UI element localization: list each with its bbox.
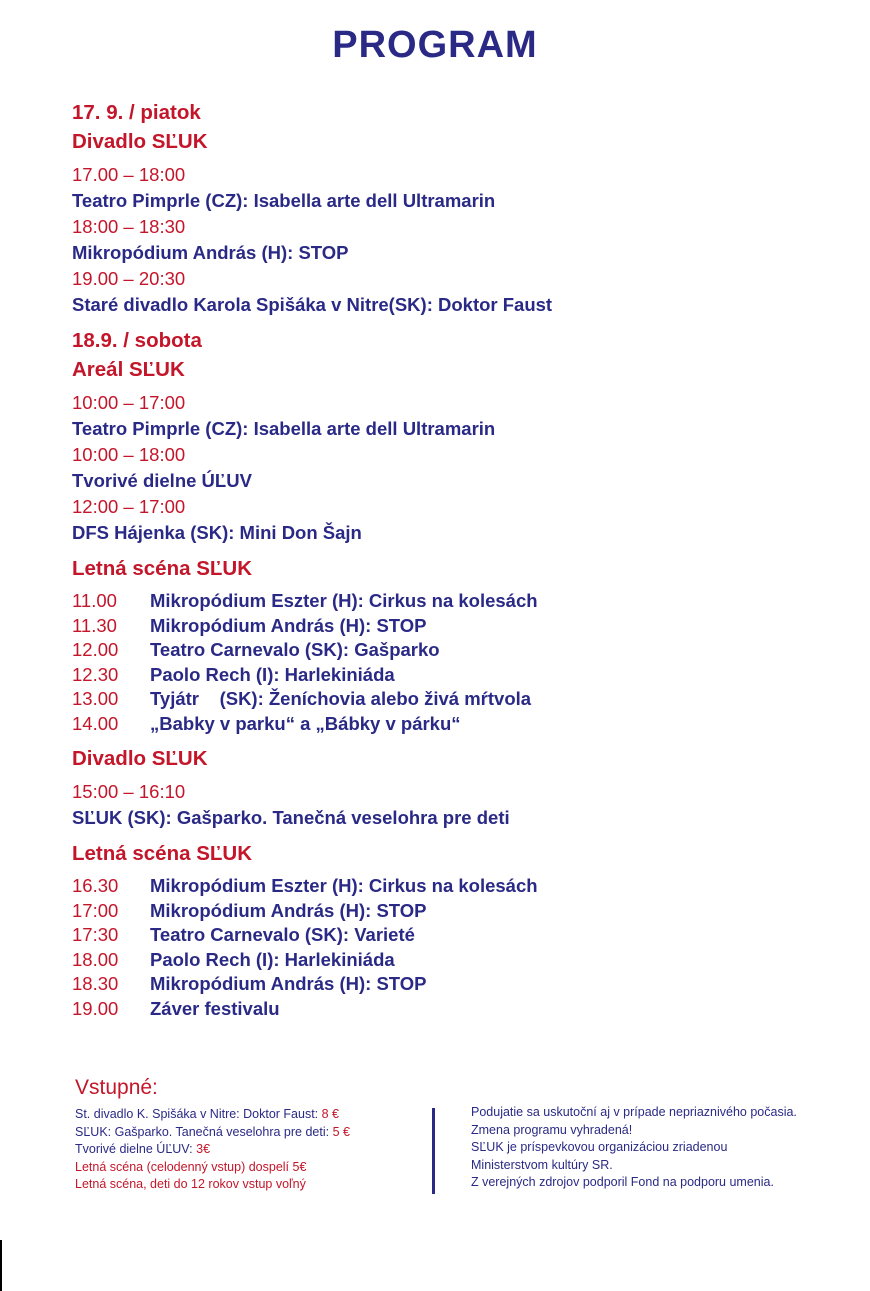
event-name: SĽUK (SK): Gašparko. Tanečná veselohra pre deti bbox=[72, 807, 510, 828]
event-name: Tvorivé dielne ÚĽUV bbox=[72, 470, 252, 491]
schedule-row bbox=[72, 712, 832, 737]
schedule-row bbox=[72, 972, 832, 997]
event-time: 10:00 – 17:00 bbox=[72, 392, 186, 413]
event-time: 18:00 – 18:30 bbox=[72, 216, 186, 237]
event-name: Teatro Pimprle (CZ): Isabella arte dell Ultramarin bbox=[72, 190, 496, 211]
event-name: Staré divadlo Karola Spišáka v Nitre(SK): Doktor Faust bbox=[72, 294, 553, 315]
price-label: Tvorivé dielne ÚĽUV: bbox=[75, 1142, 197, 1156]
day1-date: 17. 9. / piatok bbox=[72, 101, 201, 124]
admission-note: Letná scéna, deti do 12 rokov vstup voľný bbox=[75, 1177, 306, 1191]
price-value: 8 € bbox=[321, 1107, 340, 1121]
row-name: Teatro Carnevalo (SK): Gašparko bbox=[150, 639, 440, 660]
schedule-row bbox=[72, 997, 832, 1022]
price-value: 3€ bbox=[196, 1142, 211, 1156]
row-name: Záver festivalu bbox=[150, 997, 280, 1019]
schedule-row bbox=[72, 687, 832, 712]
row-name: Mikropódium András (H): STOP bbox=[150, 973, 427, 994]
day2-date: 18.9. / sobota bbox=[72, 329, 202, 352]
info-section bbox=[471, 1104, 861, 1192]
info-line: Z verejných zdrojov podporil Fond na podporu umenia. bbox=[471, 1175, 774, 1189]
row-time: 12.30 bbox=[72, 663, 119, 685]
row-name: Tyjátr (SK): Ženíchovia alebo živá mŕtvola bbox=[150, 688, 532, 709]
row-name: Teatro Carnevalo (SK): Varieté bbox=[150, 924, 415, 945]
divadlo-venue: Divadlo SĽUK bbox=[72, 747, 208, 770]
price-label: SĽUK: Gašparko. Tanečná veselohra pre deti: bbox=[75, 1124, 333, 1139]
price-line bbox=[75, 1106, 435, 1124]
day2-venue: Areál SĽUK bbox=[72, 358, 185, 381]
row-name: Mikropódium András (H): STOP bbox=[150, 899, 427, 921]
schedule bbox=[72, 98, 832, 1021]
schedule-row bbox=[72, 589, 832, 614]
schedule-row bbox=[72, 948, 832, 973]
row-time: 16.30 bbox=[72, 875, 119, 896]
admission-note: Letná scéna (celodenný vstup) dospelí 5€ bbox=[75, 1159, 307, 1174]
page-title: PROGRAM bbox=[332, 24, 538, 66]
row-time: 18.00 bbox=[72, 948, 119, 970]
event-time: 19.00 – 20:30 bbox=[72, 268, 186, 289]
row-time: 18.30 bbox=[72, 973, 119, 994]
page-edge-line bbox=[0, 1240, 2, 1291]
schedule-row bbox=[72, 874, 832, 899]
schedule-row bbox=[72, 614, 832, 639]
schedule-row bbox=[72, 638, 832, 663]
row-name: Mikropódium Eszter (H): Cirkus na kolesách bbox=[150, 875, 538, 896]
row-time: 14.00 bbox=[72, 712, 119, 734]
row-name: „Babky v parku“ a „Bábky v párku“ bbox=[150, 712, 461, 734]
event-time: 15:00 – 16:10 bbox=[72, 781, 186, 802]
row-time: 19.00 bbox=[72, 997, 119, 1019]
row-time: 17:30 bbox=[72, 924, 119, 945]
price-line bbox=[75, 1141, 435, 1159]
info-line: Zmena programu vyhradená! bbox=[471, 1122, 633, 1137]
price-value: 5 € bbox=[332, 1124, 350, 1139]
price-label: St. divadlo K. Spišáka v Nitre: Doktor Faust: bbox=[75, 1107, 322, 1121]
letna1-venue: Letná scéna SĽUK bbox=[72, 557, 252, 580]
event-name: Teatro Pimprle (CZ): Isabella arte dell Ultramarin bbox=[72, 418, 496, 439]
letna2-venue: Letná scéna SĽUK bbox=[72, 842, 252, 865]
event-name: DFS Hájenka (SK): Mini Don Šajn bbox=[72, 522, 362, 543]
row-time: 12.00 bbox=[72, 639, 119, 660]
event-time: 12:00 – 17:00 bbox=[72, 496, 186, 517]
row-name: Mikropódium András (H): STOP bbox=[150, 614, 427, 636]
row-time: 11.30 bbox=[72, 614, 117, 636]
admission-section bbox=[75, 1074, 435, 1194]
event-name: Mikropódium András (H): STOP bbox=[72, 242, 349, 263]
info-line: SĽUK je príspevkovou organizáciou zriadenou bbox=[471, 1140, 728, 1154]
day1-venue: Divadlo SĽUK bbox=[72, 130, 208, 153]
footer-divider bbox=[432, 1108, 435, 1194]
row-time: 11.00 bbox=[72, 590, 117, 611]
row-time: 13.00 bbox=[72, 688, 119, 709]
schedule-row bbox=[72, 663, 832, 688]
schedule-row bbox=[72, 899, 832, 924]
event-time: 10:00 – 18:00 bbox=[72, 444, 186, 465]
info-line: Podujatie sa uskutoční aj v prípade nepriaznivého počasia. bbox=[471, 1105, 797, 1119]
row-name: Paolo Rech (I): Harlekiniáda bbox=[150, 948, 395, 970]
row-name: Mikropódium Eszter (H): Cirkus na kolesách bbox=[150, 590, 538, 611]
row-time: 17:00 bbox=[72, 899, 119, 921]
price-line bbox=[75, 1124, 435, 1142]
info-line: Ministerstvom kultúry SR. bbox=[471, 1157, 613, 1172]
row-name: Paolo Rech (I): Harlekiniáda bbox=[150, 663, 395, 685]
schedule-row bbox=[72, 923, 832, 948]
event-time: 17.00 – 18:00 bbox=[72, 164, 186, 185]
admission-heading: Vstupné: bbox=[75, 1076, 158, 1099]
